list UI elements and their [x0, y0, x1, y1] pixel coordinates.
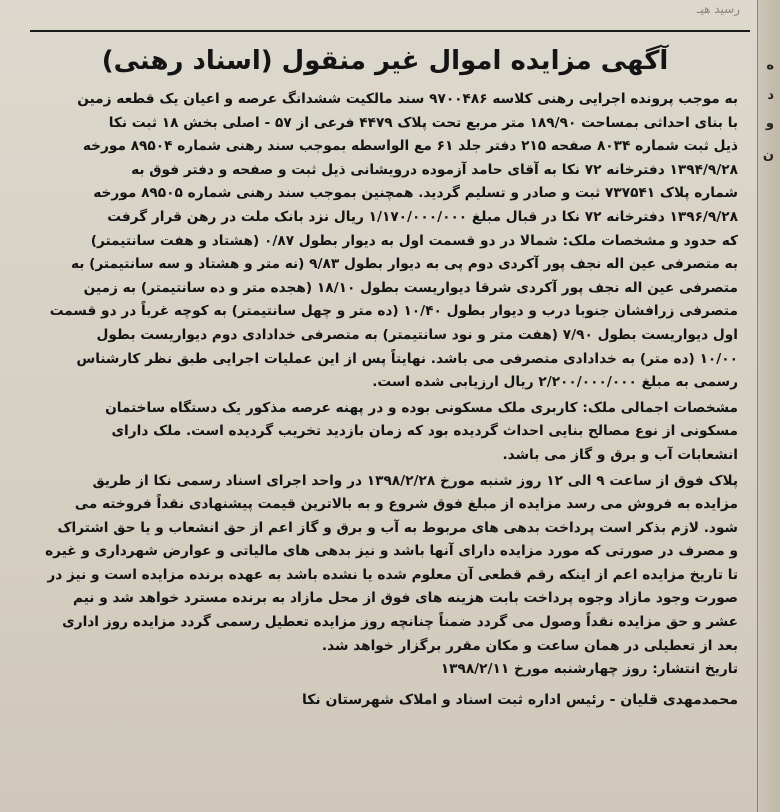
adjacent-column-strip: [757, 0, 780, 812]
top-divider-rule: [30, 30, 750, 32]
strip-glyph: د: [767, 88, 774, 103]
top-text-fragment: رسید هیـ: [696, 2, 740, 16]
strip-glyph: ن: [762, 148, 774, 163]
property-details-paragraph: به موجب پرونده اجرایی رهنی کلاسه ۹۷۰۰۴۸۶ سند مالکیت ششدانگ عرصه و اعیان یک قطعه زمین با بنای احداثی بمساحت ۱۸۹/۹۰ متر مربع تحت پلاک ۴۴۷۹ فرعی از ۵۷ - اصلی بخش ۱۸ ثبت نکا ذیل ثبت شماره ۸۰۳۴ صفحه ۲۱۵ دفتر جلد ۶۱ مع الواسطه بموجب سند رهنی شماره ۸۹۵۰۴ مورخه ۱۳۹۴/۹/۲۸ دفترخانه ۷۲ نکا به آقای حامد آزموده درویشانی ذیل ثبت و صفحه و دفتر فوق به شماره پلاک ۷۳۷۵۴۱ ثبت و صادر و تسلیم گردید. همچنین بموجب سند رهنی شماره ۸۹۵۰۵ مورخه ۱۳۹۶/۹/۲۸ دفترخانه ۷۲ نکا در قبال مبلغ ۱/۱۷۰/۰۰۰/۰۰۰ ریال نزد بانک ملت در رهن قرار گرفت که حدود و مشخصات ملک: شمالا در دو قسمت اول به دیوار بطول ۰/۸۷ (هشتاد و هفت سانتیمتر) به متصرفی عین اله نجف پور آکردی دوم پی به دیوار بطول ۹/۸۳ (نه متر و هشتاد و سه سانتیمتر) به متصرفی عین اله نجف پور آکردی شرقا دیواریست بطول ۱۸/۱۰ (هجده متر و ده سانتیمتر) به زمین متصرفی زرافشان جنوبا درب و دیوار بطول ۱۰/۴۰ (ده متر و چهل سانتیمتر) به کوچه غرباً در دو قسمت اول دیواریست بطول ۷/۹۰ (هفت متر و نود سانتیمتر) به متصرفی خدادادی دوم دیواریست بطول ۱۰/۰۰ (ده متر) به خدادادی متصرفی می باشد. نهایتاً پس از این عملیات اجرایی طبق نظر کارشناس رسمی به مبلغ ۲/۲۰۰/۰۰۰/۰۰۰ ریال ارزیابی شده است.: [49, 91, 738, 391]
strip-glyph: ه: [766, 58, 774, 73]
signature-line: محمدمهدی قلیان - رئیس اداره ثبت اسناد و املاک شهرستان نکا: [301, 691, 738, 708]
auction-terms-paragraph: پلاک فوق از ساعت ۹ الی ۱۲ روز شنبه مورخ ۱۳۹۸/۲/۲۸ در واحد اجرای اسناد رسمی نکا از طریق مزایده به فروش می رسد مزایده از مبلغ فوق شروع و به بالاترین قیمت پیشنهادی نقداً فروخته می شود. لازم بذکر است پرداخت بدهی های مربوط به آب و برق و گاز اعم از حق انشعاب و یا حق اشتراک و مصرف در صورتی که مورد مزایده دارای آنها باشد و نیز بدهی های مالیاتی و عوارض شهرداری و غیره تا تاریخ مزایده اعم از اینکه رقم قطعی آن معلوم شده یا نشده باشد به عهده برنده مزایده است و نیز در صورت وجود مازاد وجوه پرداخت بابت هزینه های فوق از محل مازاد به برنده مسترد خواهد شد و نیم عشر و حق مزایده نقداً وصول می گردد ضمناً چنانچه روز مزایده تعطیل رسمی گردد مزایده روز اداری بعد از تعطیلی در همان ساعت و مکان مقرر برگزار خواهد شد.: [45, 472, 738, 654]
property-summary-paragraph: مشخصات اجمالی ملک: کاربری ملک مسکونی بوده و در پهنه عرصه مذکور یک دستگاه ساختمان مسکونی از نوع مصالح بنایی احداث گردیده بود که زمان بازدید تخریب گردیده است. ملک دارای انشعابات آب و برق و گاز می باشد.: [105, 399, 738, 463]
auction-notice: [32, 34, 738, 804]
notice-title: آگهی مزایده اموال غیر منقول (اسناد رهنی): [101, 46, 669, 76]
strip-glyph: و: [765, 116, 774, 131]
publication-date: تاریخ انتشار: روز چهارشنبه مورخ ۱۳۹۸/۲/۱۱: [440, 661, 738, 678]
